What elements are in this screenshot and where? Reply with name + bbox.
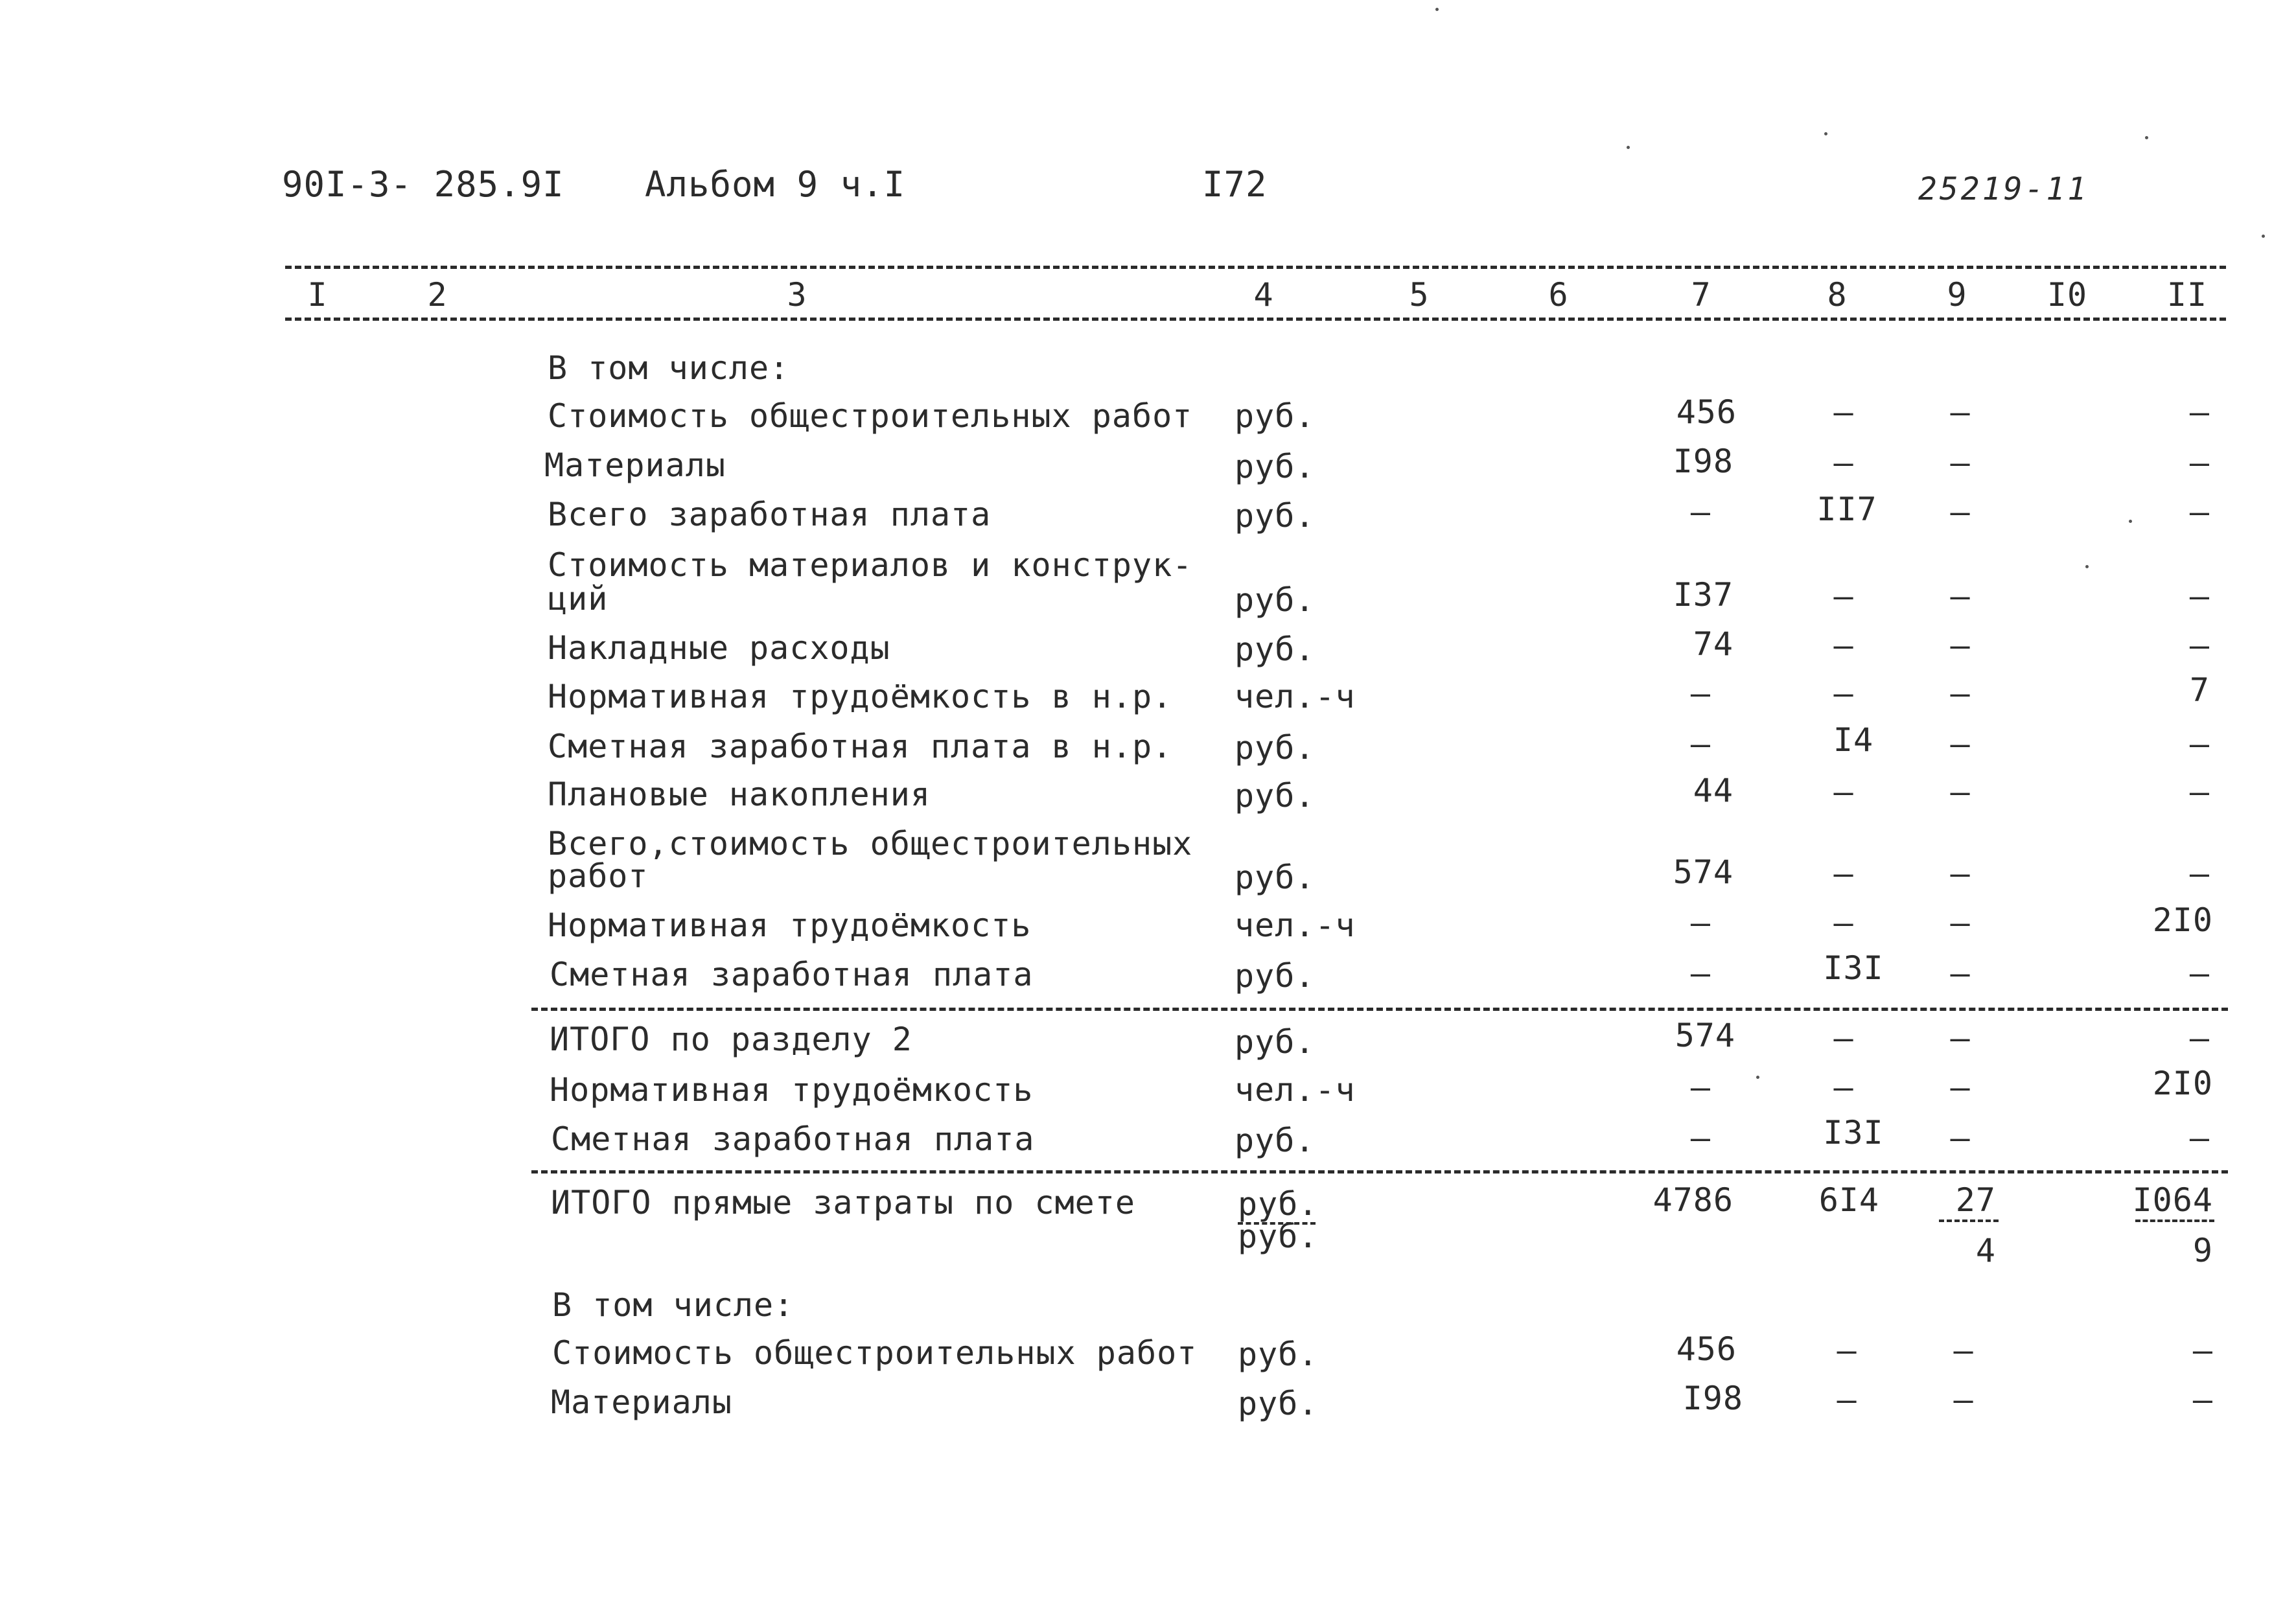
row-col11: –	[2189, 954, 2210, 992]
grand-total-col11-fraction-line	[2135, 1220, 2214, 1222]
row-unit: чел.-ч	[1235, 1071, 1356, 1109]
row-col8: –	[1833, 773, 1854, 811]
row-col11: –	[2189, 1019, 2210, 1057]
row-name: Накладные расходы	[548, 629, 890, 667]
column-number-7: 7	[1691, 276, 1711, 314]
row-col11: 7	[2189, 671, 2210, 709]
column-number-10: I0	[2047, 276, 2088, 314]
grand-total-col9-bottom: 4	[1975, 1232, 1996, 1269]
row-col7: –	[1690, 725, 1711, 763]
row-col9: –	[1950, 904, 1971, 942]
row-col7: 456	[1676, 1330, 1737, 1368]
row-col8: –	[1833, 855, 1854, 892]
row-name: Плановые накопления	[548, 776, 931, 813]
row-col11: 2I0	[2152, 901, 2213, 939]
row-col7: –	[1690, 1069, 1711, 1106]
row-col8: –	[1833, 1019, 1854, 1057]
grand-total-col7: 4786	[1652, 1181, 1734, 1219]
album-label: Альбом 9 ч.I	[645, 164, 906, 205]
row-col9: –	[1950, 1069, 1971, 1106]
row-col8: I3I	[1823, 1114, 1884, 1151]
row-unit: чел.-ч	[1235, 907, 1356, 944]
row-name: Нормативная трудоёмкость	[550, 1071, 1034, 1109]
row-col8: –	[1833, 675, 1854, 712]
grand-total-col11-bottom: 9	[2192, 1232, 2213, 1269]
row-col9: –	[1950, 493, 1971, 531]
row-col11: –	[2189, 393, 2210, 431]
row-unit: руб.	[1235, 777, 1316, 815]
row-unit: руб.	[1235, 957, 1316, 995]
scan-speck	[2145, 136, 2148, 139]
column-number-6: 6	[1548, 276, 1569, 314]
scan-speck	[1824, 132, 1827, 135]
row-col9: –	[1950, 444, 1971, 481]
row-name-line2: ций	[548, 580, 609, 618]
row-col11: –	[2192, 1381, 2213, 1418]
row-col9: –	[1950, 1019, 1971, 1057]
row-name: Стоимость общестроительных работ	[548, 397, 1193, 435]
row-col9: –	[1950, 1119, 1971, 1157]
section-total-title: ИТОГО по разделу 2	[550, 1021, 912, 1058]
row-name: Материалы	[544, 446, 726, 484]
grand-total-col11-top: I064	[2132, 1181, 2213, 1219]
row-col7: 44	[1693, 772, 1734, 809]
sheet-number: 25219-11	[1918, 171, 2089, 207]
row-col7: I98	[1673, 443, 1734, 480]
page-number: I72	[1202, 164, 1268, 205]
column-header-bottom-rule	[285, 318, 2226, 321]
row-unit: руб.	[1235, 448, 1316, 485]
row-col11: –	[2189, 444, 2210, 481]
row-col8: II7	[1816, 491, 1877, 528]
column-header-top-rule	[285, 266, 2226, 269]
row-col8: –	[1833, 627, 1854, 664]
row-unit: руб.	[1235, 859, 1316, 896]
row-col8: I3I	[1823, 949, 1884, 987]
scan-speck	[2262, 235, 2265, 238]
row-col7: I37	[1673, 576, 1734, 614]
row-col8: –	[1837, 1332, 1857, 1369]
row-unit: руб.	[1235, 1122, 1316, 1159]
grand-total-unit-bottom: руб.	[1238, 1218, 1319, 1255]
column-number-3: 3	[787, 276, 807, 314]
row-col9: –	[1950, 393, 1971, 431]
doc-code: 90I-3- 285.9I	[282, 164, 564, 205]
block2-caption: В том числе:	[552, 1286, 794, 1324]
scan-speck	[2129, 520, 2132, 523]
grand-total-unit-top: руб.	[1238, 1185, 1319, 1223]
row-unit: руб.	[1235, 729, 1316, 767]
row-col11: –	[2189, 1119, 2210, 1157]
row-col11: –	[2189, 855, 2210, 892]
row-name: Сметная заработная плата в н.р.	[548, 728, 1173, 765]
row-col7: –	[1690, 493, 1711, 531]
row-col11: –	[2192, 1332, 2213, 1369]
row-unit: руб.	[1235, 497, 1316, 535]
row-col11: 2I0	[2152, 1065, 2213, 1102]
row-col7: 456	[1676, 393, 1737, 431]
row-name: Нормативная трудоёмкость в н.р.	[548, 678, 1173, 715]
row-name: Стоимость общестроительных работ	[552, 1334, 1198, 1372]
scan-speck	[2085, 565, 2089, 568]
row-col9: –	[1950, 577, 1971, 615]
row-col7: –	[1690, 954, 1711, 992]
row-unit: руб.	[1238, 1335, 1319, 1373]
row-col8: –	[1833, 904, 1854, 942]
row-name-line2: работ	[548, 857, 649, 895]
row-col9: –	[1950, 675, 1971, 712]
row-col9: –	[1950, 855, 1971, 892]
row-col9: –	[1953, 1381, 1974, 1418]
column-number-11: II	[2166, 276, 2208, 314]
row-col11: –	[2189, 493, 2210, 531]
row-col7: I98	[1682, 1380, 1743, 1417]
column-number-5: 5	[1409, 276, 1430, 314]
grand-total-rule	[531, 1170, 2228, 1173]
row-col9: –	[1950, 627, 1971, 664]
grand-total-col9-fraction-line	[1939, 1220, 1999, 1222]
section-total-rule	[531, 1008, 2228, 1011]
column-number-8: 8	[1827, 276, 1848, 314]
column-number-1: I	[307, 276, 328, 314]
row-col8: –	[1833, 1069, 1854, 1106]
grand-total-col9-top: 27	[1955, 1181, 1996, 1219]
row-name: Сметная заработная плата	[551, 1120, 1035, 1158]
column-number-2: 2	[427, 276, 448, 314]
row-unit: руб.	[1235, 630, 1316, 668]
row-unit: чел.-ч	[1235, 678, 1356, 715]
row-col9: –	[1950, 954, 1971, 992]
row-col8: I4	[1833, 721, 1874, 759]
row-name: Материалы	[551, 1383, 732, 1421]
row-col9: –	[1950, 773, 1971, 811]
scan-speck	[1435, 8, 1439, 11]
row-col7: 574	[1675, 1017, 1735, 1054]
scan-speck	[1756, 1076, 1759, 1079]
row-col8: –	[1833, 444, 1854, 481]
row-col7: 74	[1693, 625, 1734, 663]
row-name-line1: Всего,стоимость общестроительных	[548, 825, 1193, 862]
grand-total-col8: 6I4	[1818, 1181, 1879, 1219]
row-col7: –	[1690, 1119, 1711, 1157]
column-number-9: 9	[1947, 276, 1967, 314]
row-unit: руб.	[1235, 1023, 1316, 1061]
row-col8: –	[1833, 393, 1854, 431]
block1-caption: В том числе:	[548, 349, 790, 387]
row-unit: руб.	[1235, 397, 1316, 435]
row-unit: руб.	[1235, 581, 1316, 619]
row-col7: 574	[1673, 853, 1734, 891]
row-name-line1: Стоимость материалов и конструк-	[548, 546, 1193, 584]
row-col11: –	[2189, 773, 2210, 811]
row-col11: –	[2189, 725, 2210, 763]
row-col11: –	[2189, 627, 2210, 664]
row-name: Нормативная трудоёмкость	[548, 907, 1032, 944]
column-number-4: 4	[1253, 276, 1274, 314]
row-col11: –	[2189, 577, 2210, 615]
row-col7: –	[1690, 904, 1711, 942]
row-name: Сметная заработная плата	[550, 956, 1034, 993]
row-col8: –	[1833, 577, 1854, 615]
grand-total-title: ИТОГО прямые затраты по смете	[551, 1184, 1135, 1221]
scan-speck	[1627, 146, 1630, 149]
row-col7: –	[1690, 675, 1711, 712]
row-col9: –	[1953, 1332, 1974, 1369]
row-name: Всего заработная плата	[548, 496, 991, 533]
row-unit: руб.	[1238, 1385, 1319, 1422]
row-col8: –	[1837, 1381, 1857, 1418]
row-col9: –	[1950, 725, 1971, 763]
